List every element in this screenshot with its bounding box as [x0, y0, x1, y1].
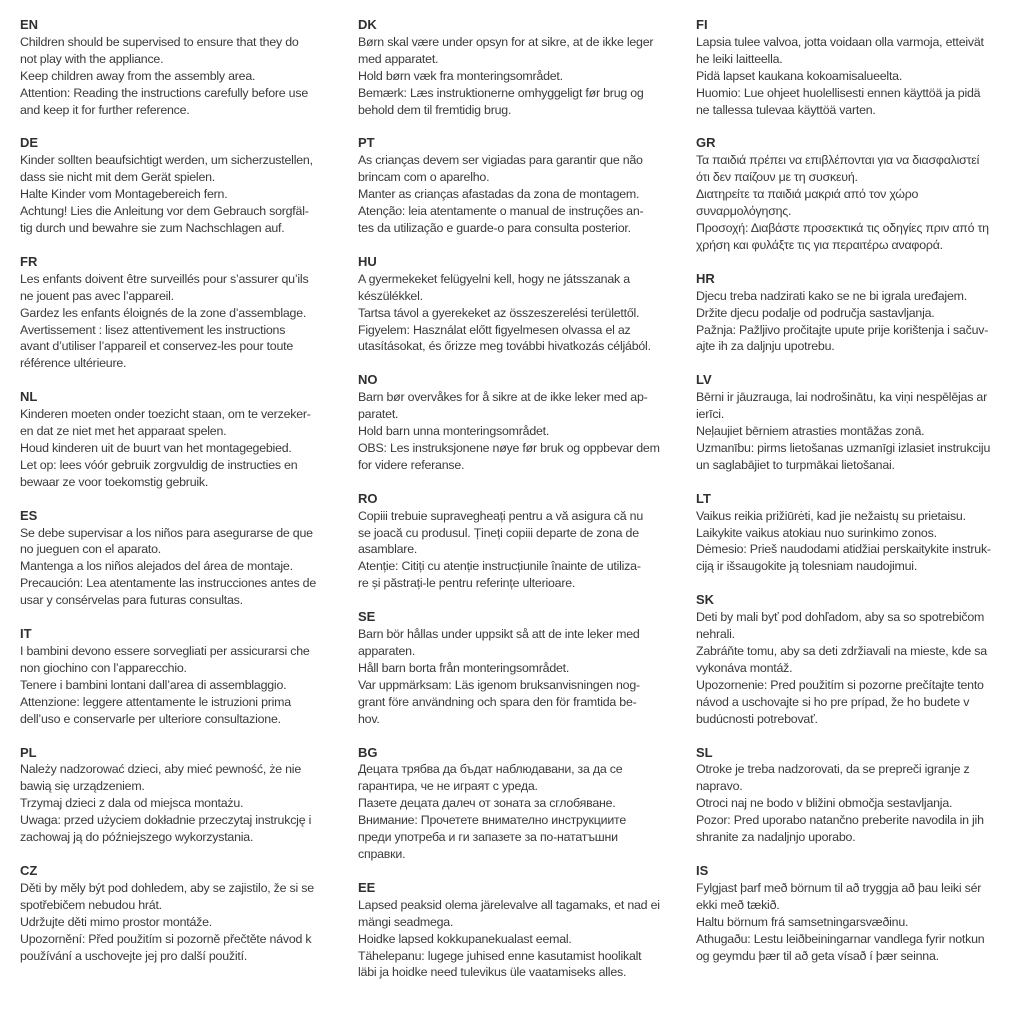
- instruction-line: référence ultérieure.: [20, 356, 127, 371]
- language-section-bg: [358, 745, 683, 863]
- instruction-line: for videre referanse.: [358, 457, 465, 472]
- instruction-line: Внимание: Прочетете внимателно инструкциите: [358, 813, 627, 828]
- instruction-line: un saglabājiet to turpmākai lietošanai.: [696, 457, 895, 472]
- language-section-sl: [696, 745, 1021, 846]
- language-section-dk: [358, 17, 683, 118]
- language-section-se: [358, 609, 683, 727]
- instruction-line: grant före användning och spara den för framtida be-: [358, 694, 637, 709]
- column-1: [20, 17, 345, 998]
- instruction-line: Manter as crianças afastadas da zona de montagem.: [358, 187, 640, 202]
- instruction-line: Hold barn unna monteringsområdet.: [358, 424, 550, 439]
- language-code-label: PT: [358, 135, 375, 151]
- language-section-no: [358, 372, 683, 473]
- instruction-line: he leiki laitteella.: [696, 51, 783, 66]
- language-code-label: CZ: [20, 862, 38, 878]
- instruction-line: OBS: Les instruksjonene nøye før bruk og oppbevar dem: [358, 440, 660, 455]
- instruction-line: Пазете децата далеч от зоната за сглобяване.: [358, 796, 616, 811]
- language-code-label: DK: [358, 17, 377, 32]
- language-code-label: SE: [358, 609, 376, 625]
- instruction-line: συναρμολόγησης.: [696, 204, 792, 219]
- instruction-line: Halte Kinder vom Montagebereich fern.: [20, 187, 228, 202]
- instruction-line: ekki með tækið.: [696, 897, 780, 912]
- instruction-line: mängi seadmega.: [358, 914, 454, 929]
- instruction-line: hov.: [358, 711, 380, 726]
- language-section-is: [696, 863, 1021, 964]
- instruction-line: tig durch und bewahre sie zum Nachschlagen auf.: [20, 220, 285, 235]
- instruction-line: Les enfants doivent être surveillés pour s’assurer qu’ils: [20, 271, 309, 286]
- language-section-pt: [358, 135, 683, 236]
- instruction-line: Διατηρείτε τα παιδιά μακριά από τον χώρο: [696, 187, 919, 202]
- instruction-line: Bērni ir jāuzrauga, lai nodrošinātu, ka viņi nespēlējas ar: [696, 390, 987, 405]
- instruction-line: non giochino con l’apparecchio.: [20, 660, 187, 675]
- instruction-line: χρήση και φυλάξτε τις για περαιτέρω αναφορά.: [696, 237, 943, 252]
- instruction-line: Fylgjast þarf með börnum til að tryggja að þau leiki sér: [696, 880, 982, 895]
- language-code-label: IS: [696, 862, 709, 878]
- language-section-cz: [20, 863, 345, 964]
- instruction-line: no jueguen con el aparato.: [20, 542, 162, 557]
- language-section-sk: [696, 592, 1021, 727]
- language-section-es: [20, 508, 345, 609]
- instruction-line: Houd kinderen uit de buurt van het montagegebied.: [20, 440, 292, 455]
- instruction-line: Neļaujiet bērniem atrasties montāžas zonā.: [696, 424, 925, 439]
- instruction-line: Kinderen moeten onder toezicht staan, om te verzeker-: [20, 407, 311, 422]
- instruction-line: med apparatet.: [358, 51, 439, 66]
- instruction-line: návod a uschovajte si ho pre prípad, že ho budete v: [696, 694, 970, 709]
- language-code-label: SL: [696, 744, 713, 760]
- instruction-line: Zabráňte tomu, aby sa deti zdržiavali na mieste, kde sa: [696, 644, 987, 658]
- instruction-line: Laikykite vaikus atokiau nuo surinkimo zonos.: [696, 525, 937, 540]
- instruction-line: Attention: Reading the instructions carefully before use: [20, 85, 308, 100]
- language-code-label: HU: [358, 253, 377, 269]
- instruction-line: A gyermekeket felügyelni kell, hogy ne játsszanak a: [358, 271, 630, 286]
- instruction-line: usar y consérvelas para futuras consultas.: [20, 593, 243, 608]
- instruction-line: Børn skal være under opsyn for at sikre, at de ikke leger: [358, 34, 654, 49]
- instruction-line: As crianças devem ser vigiadas para garantir que não: [358, 153, 643, 168]
- instruction-line: re și păstrați-le pentru referințe ulterioare.: [358, 576, 576, 591]
- language-code-label: NL: [20, 389, 38, 405]
- instruction-line: ne tallessa tulevaa käyttöä varten.: [696, 102, 876, 117]
- instruction-line: bewaar ze voor toekomstig gebruik.: [20, 474, 209, 489]
- instruction-line: Gardez les enfants éloignés de la zone d’assemblage.: [20, 305, 307, 320]
- instruction-line: Uwaga: przed użyciem dokładnie przeczytaj instrukcję i: [20, 813, 312, 828]
- language-section-gr: [696, 135, 1021, 253]
- instruction-line: Var uppmärksam: Läs igenom bruksanvisningen nog-: [358, 677, 640, 692]
- instruction-line: se joacă cu produsul. Țineți copiii departe de zona de: [358, 525, 639, 540]
- language-code-label: RO: [358, 490, 378, 506]
- instruction-line: Attenzione: leggere attentamente le istruzioni prima: [20, 694, 291, 709]
- language-section-hu: [358, 254, 683, 355]
- instruction-line: ne jouent pas avec l’appareil.: [20, 288, 174, 303]
- instruction-line: Let op: lees vóór gebruik zorgvuldig de instructies en: [20, 457, 298, 472]
- instruction-line: utasításokat, és őrizze meg további hivatkozás céljából.: [358, 339, 651, 354]
- language-code-label: LV: [696, 372, 712, 388]
- instruction-line: Děti by měly být pod dohledem, aby se zajistilo, že si se: [20, 880, 314, 895]
- instruction-line: nehrali.: [696, 627, 735, 642]
- language-code-label: IT: [20, 626, 32, 642]
- language-section-en: [20, 17, 345, 118]
- language-section-ee: [358, 880, 683, 981]
- instruction-line: гарантира, че не играят с уреда.: [358, 779, 538, 794]
- instruction-line: Τα παιδιά πρέπει να επιβλέπονται για να διασφαλιστεί: [696, 153, 980, 168]
- language-section-ro: [358, 491, 683, 592]
- instruction-line: Kinder sollten beaufsichtigt werden, um sicherzustellen,: [20, 153, 313, 168]
- instruction-line: Tartsa távol a gyerekeket az összeszerelési területtől.: [358, 305, 640, 320]
- instruction-line: Huomio: Lue ohjeet huolellisesti ennen käyttöä ja pidä: [696, 85, 981, 100]
- instruction-line: ciją ir išsaugokite ją tolesniam naudojimui.: [696, 559, 918, 574]
- instruction-line: Se debe supervisar a los niños para asegurarse de que: [20, 525, 313, 540]
- instruction-line: преди употреба и ги запазете за по-нататъшни: [358, 830, 618, 845]
- instruction-line: Copiii trebuie supravegheați pentru a vă asigura că nu: [358, 508, 643, 523]
- instruction-line: Hold børn væk fra monteringsområdet.: [358, 68, 563, 83]
- instruction-line: Upozornenie: Pred použitím si pozorne prečítajte tento: [696, 677, 984, 692]
- instruction-line: paratet.: [358, 407, 399, 422]
- instruction-line: používání a uschovejte jej pro další použití.: [20, 948, 248, 963]
- instruction-line: Pidä lapset kaukana kokoamisalueelta.: [696, 68, 903, 83]
- instruction-line: apparaten.: [358, 644, 416, 658]
- instruction-line: Haltu börnum frá samsetningarsvæðinu.: [696, 914, 909, 929]
- instruction-line: Držite djecu podalje od područja sastavljanja.: [696, 305, 935, 320]
- language-section-fi: [696, 17, 1021, 118]
- instruction-line: Atenție: Citiți cu atenție instrucțiunile înainte de utiliza-: [358, 559, 641, 574]
- instruction-line: Children should be supervised to ensure that they do: [20, 34, 299, 49]
- instruction-line: Hoidke lapsed kokkupanekualast eemal.: [358, 931, 572, 946]
- instruction-line: Figyelem: Használat előtt figyelmesen olvassa el az: [358, 322, 631, 337]
- instruction-line: shranite za nadaljnjo uporabo.: [696, 830, 856, 845]
- instruction-line: and keep it for further reference.: [20, 102, 190, 117]
- language-section-lv: [696, 372, 1021, 473]
- language-section-de: [20, 135, 345, 236]
- language-code-label: LT: [696, 490, 711, 506]
- instruction-line: napravo.: [696, 779, 743, 794]
- instruction-line: ierīci.: [696, 407, 725, 422]
- language-code-label: FI: [696, 17, 708, 32]
- instruction-line: Tenere i bambini lontani dall’area di assemblaggio.: [20, 677, 287, 692]
- instruction-line: Bemærk: Læs instruktionerne omhyggeligt før brug og: [358, 85, 644, 100]
- instruction-line: og geymdu þær til að geta vísað í þær seinna.: [696, 948, 939, 963]
- language-code-label: FR: [20, 253, 38, 269]
- language-section-pl: [20, 745, 345, 846]
- column-2: [358, 17, 683, 998]
- instruction-line: Tähelepanu: lugege juhised enne kasutamist hoolikalt: [358, 948, 642, 963]
- language-code-label: EE: [358, 879, 376, 895]
- instruction-line: ότι δεν παίζουν με τη συσκευή.: [696, 170, 858, 185]
- instruction-line: budúcnosti potrebovať.: [696, 711, 818, 726]
- instruction-line: behold dem til fremtidig brug.: [358, 102, 512, 117]
- instruction-line: en dat ze niet met het apparaat spelen.: [20, 424, 227, 439]
- instruction-line: Athugaðu: Lestu leiðbeiningarnar vandlega fyrir notkun: [696, 931, 985, 946]
- instruction-line: Trzymaj dzieci z dala od miejsca montażu.: [20, 796, 244, 811]
- instruction-line: bawią się urządzeniem.: [20, 779, 145, 794]
- instruction-line: avant d’utiliser l’appareil et conservez-les pour toute: [20, 339, 294, 354]
- instruction-line: dell’uso e conservarle per ulteriore consultazione.: [20, 711, 281, 726]
- instruction-line: Håll barn borta från monteringsområdet.: [358, 660, 570, 675]
- instruction-line: Lapsia tulee valvoa, jotta voidaan olla varmoja, etteivät: [696, 34, 984, 49]
- instruction-line: läbi ja hoidke need tulevikus üle vaatamiseks alles.: [358, 965, 627, 980]
- instruction-line: Udržujte děti mimo prostor montáže.: [20, 914, 213, 929]
- language-code-label: NO: [358, 372, 378, 388]
- column-3: [696, 17, 1021, 998]
- language-section-fr: [20, 254, 345, 372]
- language-code-label: SK: [696, 592, 715, 608]
- instruction-line: Pozor: Pred uporabo natančno preberite navodila in jih: [696, 813, 984, 828]
- instruction-line: Avertissement : lisez attentivement les instructions: [20, 322, 286, 337]
- language-section-lt: [696, 491, 1021, 576]
- language-section-nl: [20, 389, 345, 490]
- instruction-line: brincam com o aparelho.: [358, 170, 490, 185]
- instruction-line: Otroci naj ne bodo v bližini območja sestavljanja.: [696, 796, 953, 811]
- instruction-line: Децата трябва да бъдат наблюдавани, за да се: [358, 762, 623, 777]
- instruction-line: Achtung! Lies die Anleitung vor dem Gebrauch sorgfäl-: [20, 204, 309, 219]
- instruction-line: Należy nadzorować dzieci, aby mieć pewność, że nie: [20, 762, 302, 777]
- instruction-line: Otroke je treba nadzorovati, da se prepreči igranje z: [696, 762, 970, 777]
- language-code-label: GR: [696, 135, 716, 151]
- instruction-line: Upozornění: Před použitím si pozorně přečtěte návod k: [20, 931, 312, 946]
- instruction-line: Pažnja: Pažljivo pročitajte upute prije korištenja i sačuv-: [696, 322, 989, 337]
- instruction-line: справки.: [358, 846, 406, 861]
- instruction-line: not play with the appliance.: [20, 51, 164, 66]
- instruction-line: spotřebičem nebudou hrát.: [20, 897, 162, 912]
- language-code-label: EN: [20, 17, 39, 32]
- instruction-line: készülékkel.: [358, 288, 423, 303]
- instruction-line: Dėmesio: Prieš naudodami atidžiai perskaitykite instruk-: [696, 542, 991, 557]
- instruction-line: Precaución: Lea atentamente las instrucciones antes de: [20, 576, 317, 591]
- language-code-label: BG: [358, 744, 378, 760]
- instruction-line: Vaikus reikia prižiūrėti, kad jie nežaistų su prietaisu.: [696, 508, 966, 523]
- instruction-line: ajte ih za daljnju upotrebu.: [696, 339, 835, 354]
- instruction-line: Mantenga a los niños alejados del área de montaje.: [20, 559, 293, 574]
- instruction-line: vykonáva montáž.: [696, 660, 793, 675]
- instruction-line: Deti by mali byť pod dohľadom, aby sa so spotrebičom: [696, 610, 985, 625]
- instruction-line: Uzmanību: pirms lietošanas uzmanīgi izlasiet instrukciju: [696, 440, 991, 455]
- language-section-hr: [696, 271, 1021, 356]
- instruction-line: Barn bör hållas under uppsikt så att de inte leker med: [358, 627, 640, 642]
- instruction-line: Barn bør overvåkes for å sikre at de ikke leker med ap-: [358, 390, 648, 405]
- language-code-label: HR: [696, 270, 715, 286]
- instruction-line: asamblare.: [358, 542, 418, 557]
- instruction-line: I bambini devono essere sorvegliati per assicurarsi che: [20, 644, 310, 658]
- instruction-line: zachowaj ją do późniejszego wykorzystania.: [20, 830, 254, 845]
- language-code-label: PL: [20, 744, 37, 760]
- instruction-line: Djecu treba nadzirati kako se ne bi igrala uređajem.: [696, 288, 967, 303]
- instruction-line: Προσοχή: Διαβάστε προσεκτικά τις οδηγίες πριν από τη: [696, 220, 989, 235]
- instruction-line: tes da utilização e guarde-o para consulta posterior.: [358, 220, 631, 235]
- instruction-line: Lapsed peaksid olema järelevalve all tagamaks, et nad ei: [358, 897, 660, 912]
- instruction-line: dass sie nicht mit dem Gerät spielen.: [20, 170, 216, 185]
- instruction-line: Atenção: leia atentamente o manual de instruções an-: [358, 204, 644, 219]
- language-code-label: ES: [20, 507, 38, 523]
- instruction-line: Keep children away from the assembly area.: [20, 68, 256, 83]
- language-section-it: [20, 626, 345, 727]
- language-code-label: DE: [20, 135, 39, 151]
